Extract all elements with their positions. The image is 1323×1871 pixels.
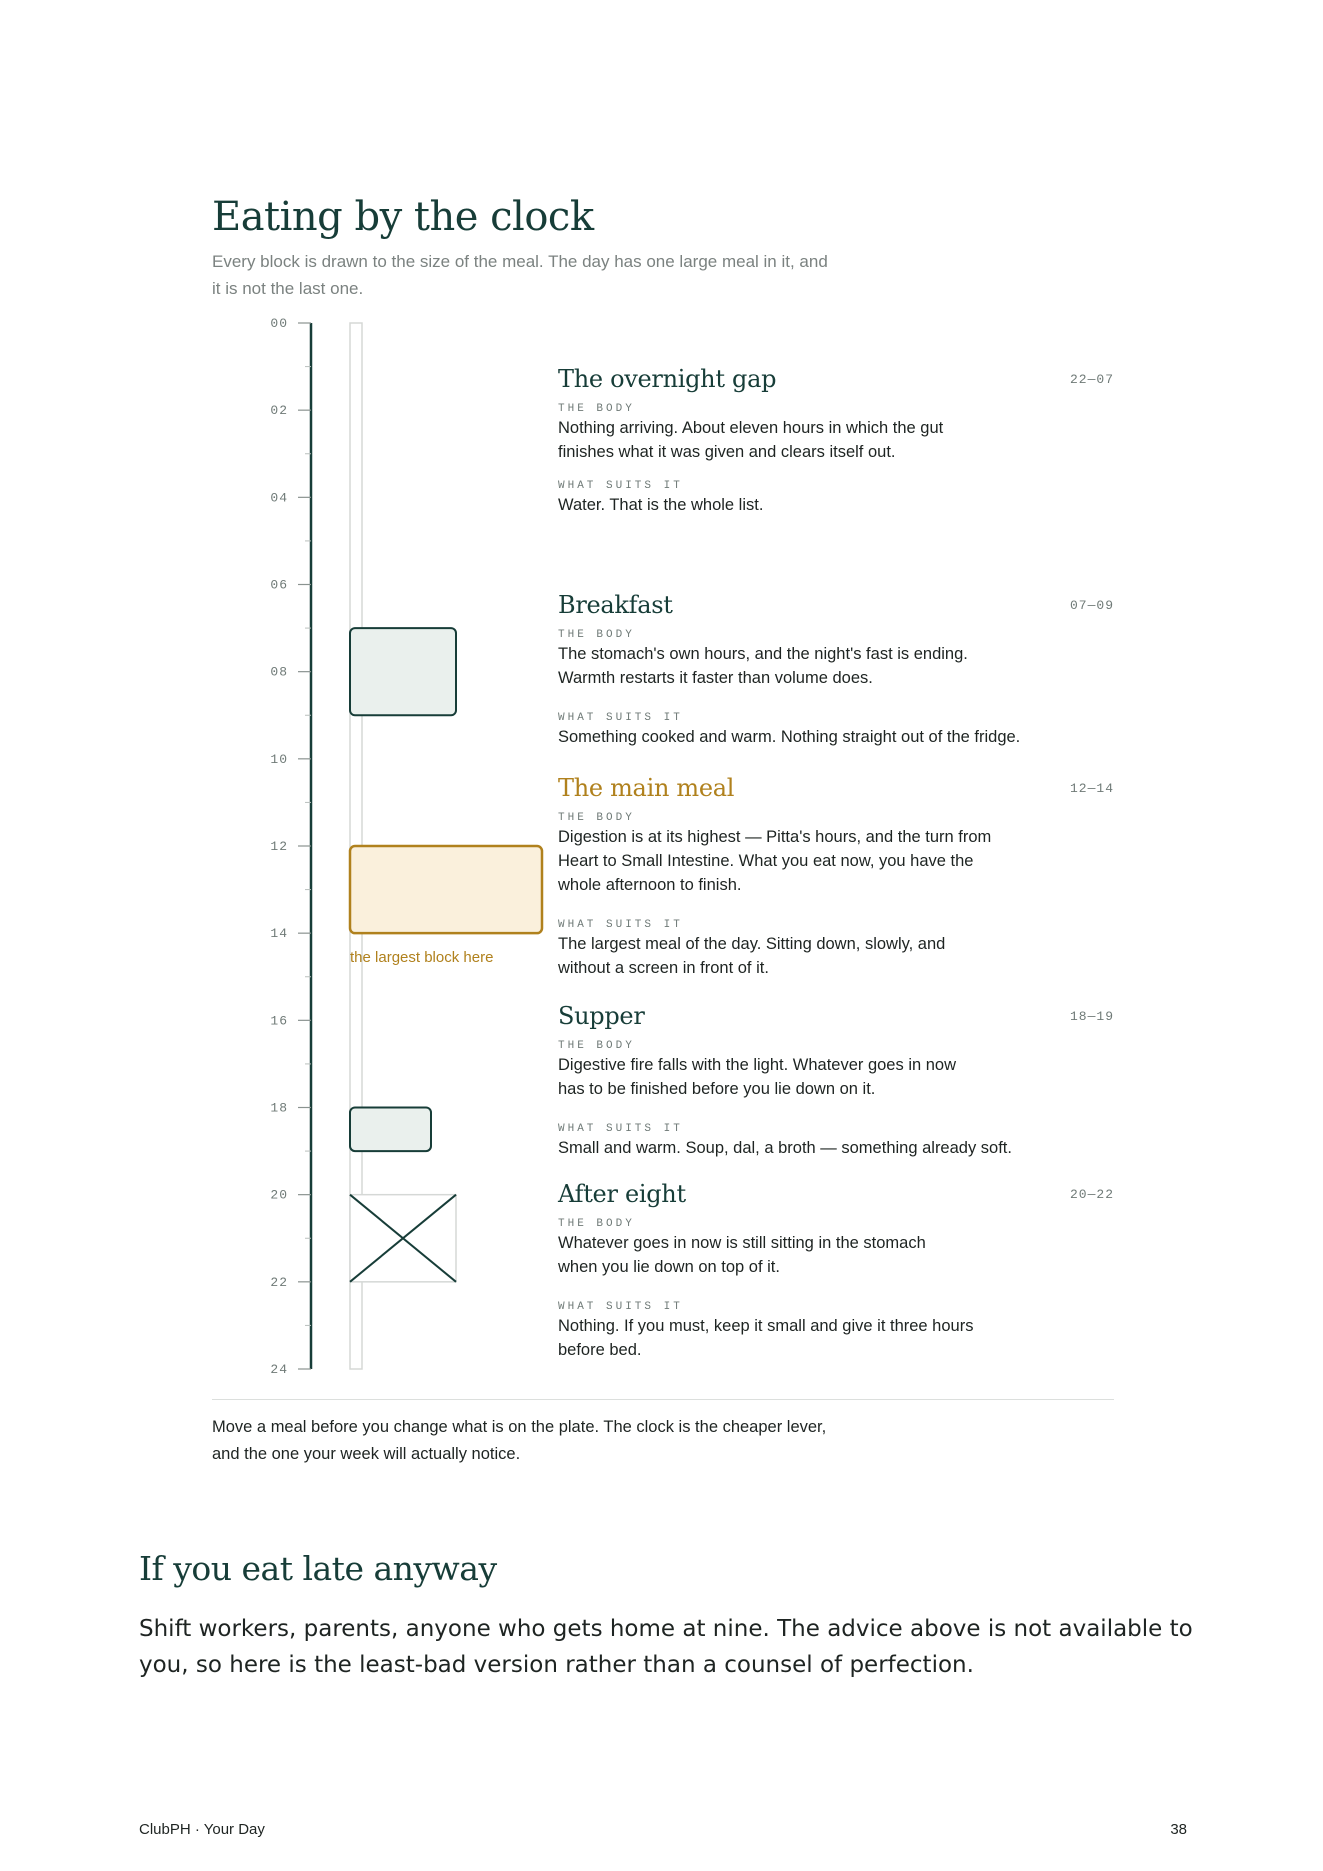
body-text: Nothing arriving. About eleven hours in which the gut finishes what it was given and clears itself out. [558, 419, 944, 461]
suits-label: WHAT SUITS IT [558, 919, 683, 931]
divider [212, 1399, 1114, 1400]
body-text: The stomach's own hours, and the night's fast is ending. Warmth restarts it faster than volume does. [558, 645, 968, 687]
suits-label: WHAT SUITS IT [558, 712, 683, 724]
suits-label: WHAT SUITS IT [558, 480, 683, 492]
suits-text: Nothing. If you must, keep it small and give it three hours before bed. [558, 1317, 974, 1359]
body-label: THE BODY [558, 629, 635, 641]
tick-label: 20 [270, 1187, 288, 1203]
body-text: Whatever goes in now is still sitting in the stomach when you lie down on top of it. [558, 1234, 926, 1276]
entry-overnight-gap [558, 364, 1114, 517]
tick-label: 16 [270, 1013, 288, 1029]
body-label: THE BODY [558, 812, 635, 824]
entry-title: Breakfast [558, 591, 673, 619]
tick-label: 10 [270, 751, 288, 767]
body-label: THE BODY [558, 1040, 635, 1052]
tick-label: 06 [270, 577, 288, 593]
section-body: Shift workers, parents, anyone who gets home at nine. The advice above is not available to you, so here is the least-bad version rather than a counsel of perfection. [139, 1616, 1193, 1678]
page-title: Eating by the clock [212, 194, 594, 240]
tick-label: 00 [270, 316, 288, 331]
body-label: THE BODY [558, 403, 635, 415]
entry-title: After eight [558, 1180, 686, 1208]
entry-title: Supper [558, 1002, 645, 1030]
tick-label: 14 [270, 926, 288, 942]
entry-main-meal [558, 773, 1114, 980]
meal-block-supper [350, 1108, 431, 1152]
meal-block-main-meal [350, 846, 542, 933]
suits-label: WHAT SUITS IT [558, 1301, 683, 1313]
tick-label: 04 [270, 490, 288, 506]
footer-page-number: 38 [1170, 1821, 1187, 1838]
tick-label: 22 [270, 1274, 288, 1290]
page-subtitle: Every block is drawn to the size of the meal. The day has one large meal in it, and it is not the last one. [212, 252, 828, 298]
entry-title: The overnight gap [558, 365, 777, 393]
tick-label: 18 [270, 1100, 288, 1116]
entry-breakfast [558, 590, 1114, 749]
meal-block-breakfast [350, 628, 456, 715]
entry-time-range: 07—09 [1069, 598, 1114, 613]
entry-title: The main meal [558, 774, 735, 802]
footnote: Move a meal before you change what is on the plate. The clock is the cheaper lever, and the one your week will actually notice. [212, 1418, 827, 1463]
entry-after-eight [558, 1179, 1114, 1362]
body-text: Digestive fire falls with the light. Whatever goes in now has to be finished before you lie down on it. [558, 1056, 957, 1098]
tick-label: 24 [270, 1362, 288, 1377]
suits-text: Something cooked and warm. Nothing straight out of the fridge. [558, 728, 1021, 746]
tick-label: 12 [270, 839, 288, 854]
suits-text: Water. That is the whole list. [558, 496, 764, 514]
entry-time-range: 20—22 [1069, 1187, 1114, 1202]
footer-publication: ClubPH · Your Day [139, 1821, 265, 1838]
entry-supper [558, 1001, 1114, 1160]
largest-block-note: the largest block here [350, 949, 494, 967]
entry-time-range: 12—14 [1069, 781, 1114, 796]
entry-time-range: 22—07 [1069, 372, 1114, 387]
suits-text: Small and warm. Soup, dal, a broth — something already soft. [558, 1139, 1012, 1157]
entry-time-range: 18—19 [1069, 1009, 1114, 1024]
section-heading: If you eat late anyway [139, 1549, 497, 1588]
body-text: Digestion is at its highest — Pitta's hours, and the turn from Heart to Small Intestine. What you eat now, you have the whole afternoon to finish. [558, 828, 992, 894]
tick-label: 08 [270, 664, 288, 680]
suits-text: The largest meal of the day. Sitting down, slowly, and without a screen in front of it. [558, 935, 946, 977]
body-label: THE BODY [558, 1218, 635, 1230]
suits-label: WHAT SUITS IT [558, 1123, 683, 1135]
tick-label: 02 [270, 403, 288, 419]
